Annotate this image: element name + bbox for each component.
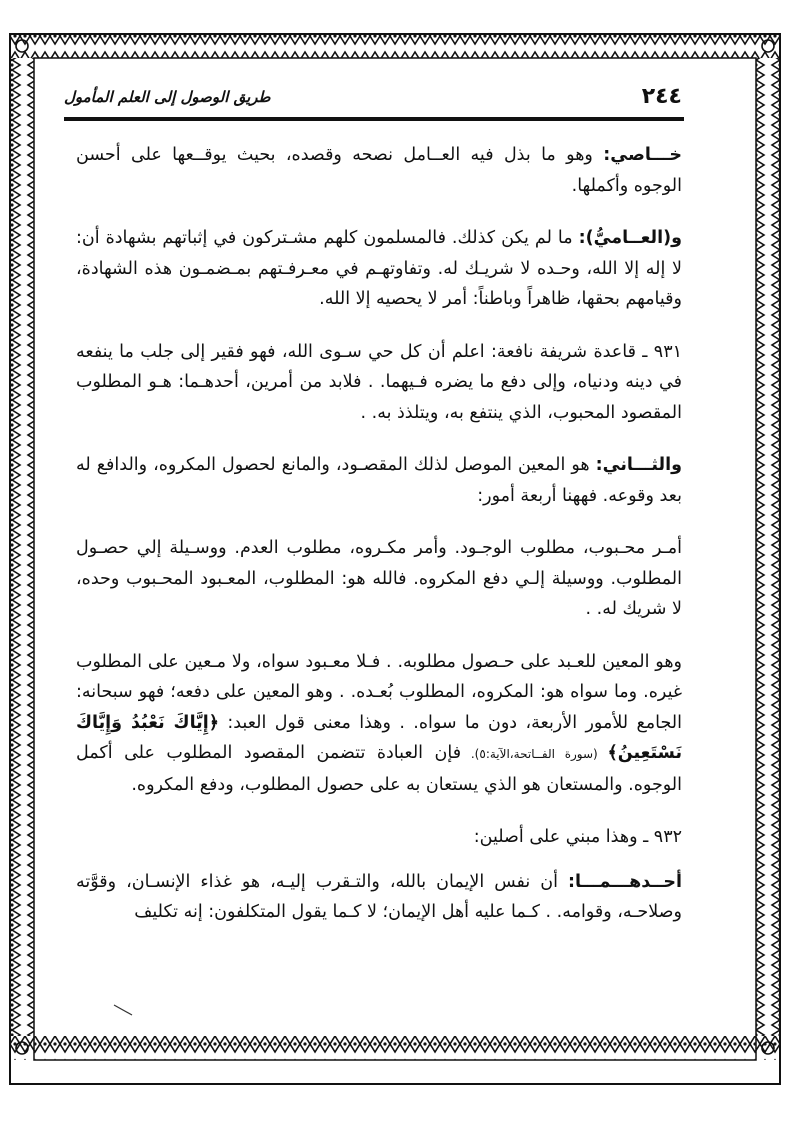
book-title: طريق الوصول إلى العلم المأمول (64, 88, 271, 106)
paragraph-lead: والثـــاني: (595, 455, 682, 475)
paragraph-text: ٩٣١ ـ قاعدة شريفة نافعة: اعلم أن كل حي سـوى الله، فهو فقير إلى جلب ما ينفعه في دينه ودنياه، وإلى دفع ما يضره فـيهما. . فلابد من أمرين، أحدهـما: هـو المطلوب المقصود المحبوب، الذي ينتفع به، ويتلذذ به. . (76, 341, 682, 423)
paragraph-text: ٩٣٢ ـ وهذا مبني على أصلين: (473, 827, 682, 847)
paragraph-931 (76, 337, 682, 429)
paragraph-932 (76, 822, 682, 853)
quran-verse: ﴿إِيَّاكَ نَعْبُدُ وَإِيَّاكَ نَسْتَعِينُ﴾ (76, 712, 683, 763)
paragraph-ammi (76, 223, 682, 315)
paragraph-lead: أحــدهـــمـــا: (567, 871, 682, 892)
paragraph-ahaduhuma (76, 867, 682, 928)
body-text (76, 140, 682, 1020)
paragraph-text: وهو المعين للعـبد على حـصول مطلوبه. . فـلا معـبود سواه، ولا مـعين على المطلوب غيره. وما سواه هو: المكروه، المطلوب بُعـده. . وهو المعين على دفعه؛ فهو سبحانه: الجامع للأمور الأربعة، دون ما سواه. . وهذا معنى قول العبد: (76, 651, 682, 733)
paragraph-text: هو المعين الموصل لذلك المقصـود، والمانع لحصول المكروه، والدافع له بعد وقوعه. فههنا أربعة أمور: (76, 455, 682, 506)
paragraph-khasi (76, 140, 682, 201)
page-number: ٢٤٤ (641, 84, 682, 109)
running-header (64, 82, 682, 118)
paragraph-lead: و(العــاميُّ): (578, 228, 682, 248)
paragraph-four-matters (76, 533, 682, 625)
paragraph-text: فإن العبادة تتضمن المقصود المطلوب على أكمل الوجوه. والمستعان هو الذي يستعان به على حصول المطلوب، ودفع المكروه. (76, 743, 682, 795)
paragraph-thani (76, 450, 682, 511)
paragraph-text: أمـر محـبوب، مطلوب الوجـود. وأمر مكـروه، مطلوب العدم. ووسـيلة إلي حصـول المطلوب. ووسيلة إلـي دفع المكروه. فالله هو: المطلوب، المعـبود المحـبوب وحده، لا شريك له. . (76, 538, 682, 619)
paragraph-text: ما لم يكن كذلك. فالمسلمون كلهم مشـتركون في إثباتهم بشهادة أن: لا إله إلا الله، وحـده لا شريـك له. وتفاوتهـم في معـرفـتهم بمـضمـون هذه الشهادة، وقيامهم بحقها، ظاهراً وباطناً: أمر لا يحصيه إلا الله. (76, 228, 682, 309)
paragraph-lead: خـــاصي: (603, 145, 682, 165)
verse-reference: (سورة الفــاتحة،الآية:٥). (461, 747, 608, 761)
paragraph-text: أن نفس الإيمان بالله، والتـقرب إليـه، هو غذاء الإنسـان، وقوَّته وصلاحـه، وقوامه. . كـما عليه أهل الإيمان؛ لا كـما يقول المتكلفون: إنه تكليف (76, 871, 682, 922)
paragraph-muin (76, 647, 682, 801)
pencil-mark (112, 1003, 134, 1017)
paragraph-text: وهو ما بذل فيه العــامل نصحه وقصده، بحيث يوقــعها على أحسن الوجوه وأكملها. (76, 145, 682, 196)
header-rule (64, 117, 684, 121)
